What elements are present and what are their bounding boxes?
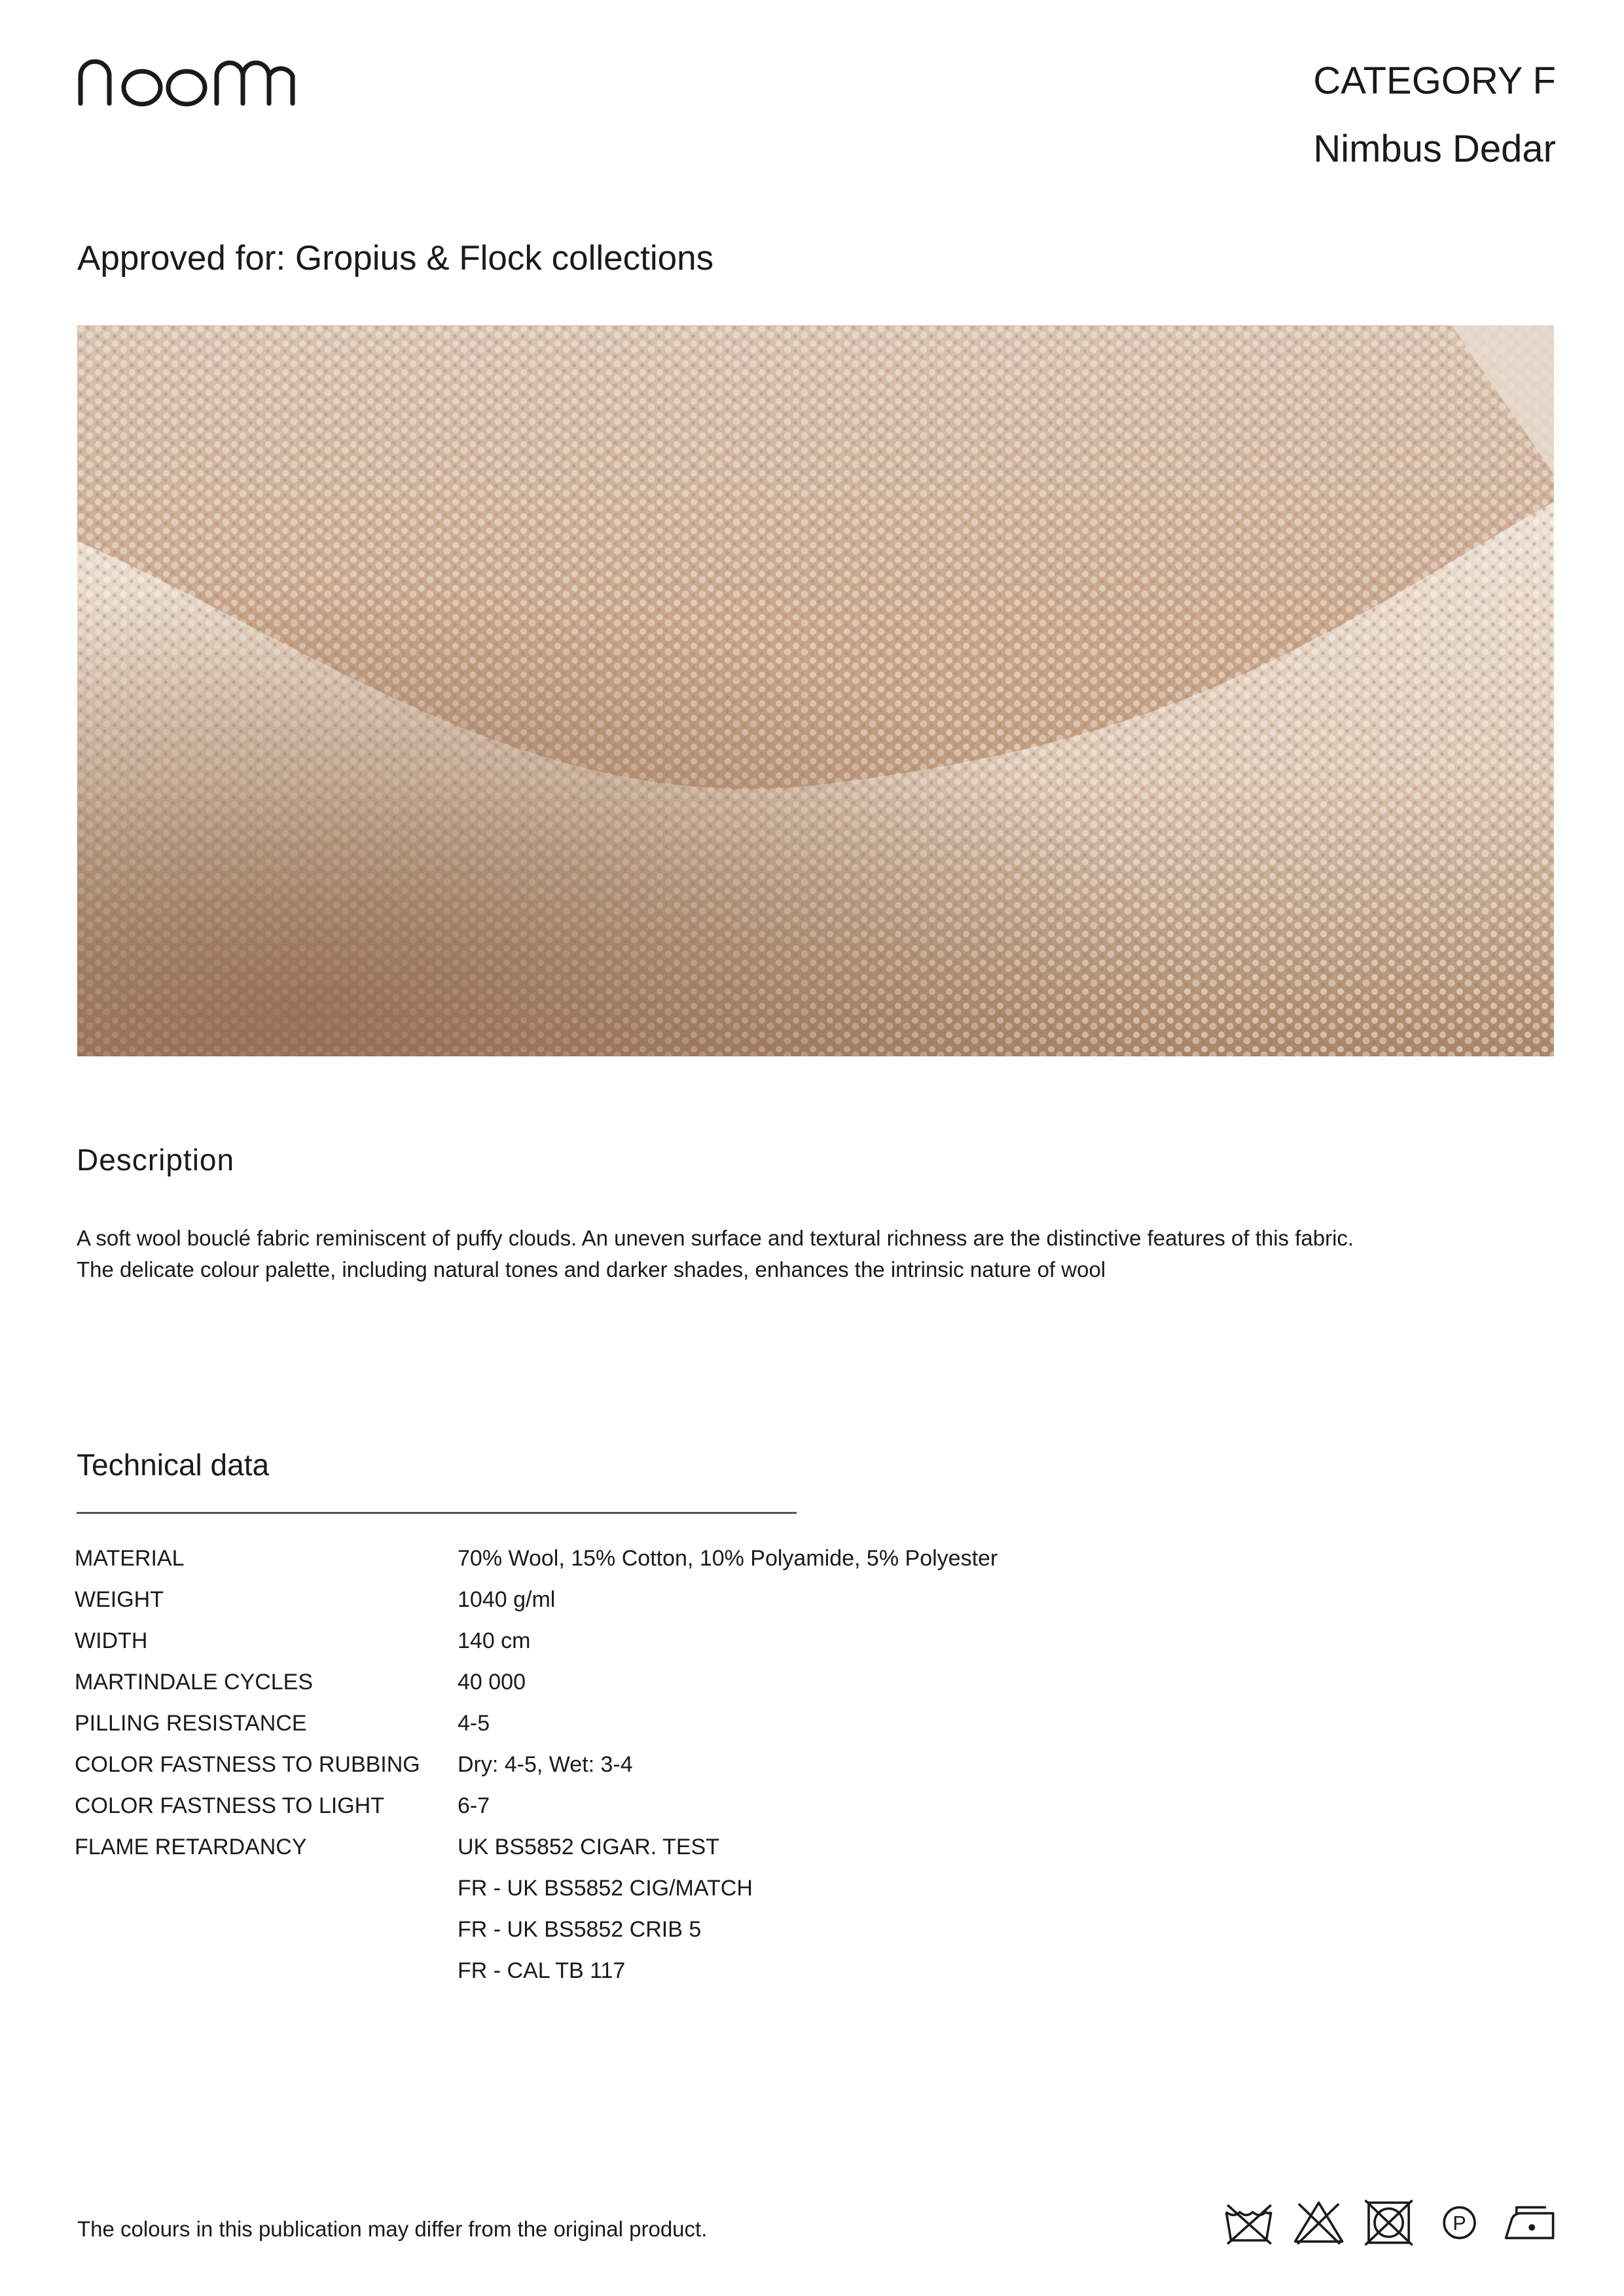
spec-label: COLOR FASTNESS TO LIGHT bbox=[75, 1793, 384, 1818]
spec-row-flame bbox=[75, 1827, 998, 1992]
description-line: The delicate colour palette, including natural tones and darker shades, enhances the intrinsic nature of wool bbox=[77, 1257, 1106, 1282]
spec-value: 1040 g/ml bbox=[458, 1587, 556, 1612]
spec-label: PILLING RESISTANCE bbox=[75, 1711, 307, 1736]
do-not-tumble-dry-icon bbox=[1363, 2197, 1415, 2249]
fabric-name: Nimbus Dedar bbox=[1313, 128, 1556, 170]
care-symbols bbox=[1223, 2197, 1555, 2249]
spec-row-material bbox=[75, 1538, 998, 1579]
spec-row-pilling bbox=[75, 1703, 998, 1744]
do-not-bleach-icon bbox=[1293, 2197, 1344, 2249]
do-not-wash-icon bbox=[1223, 2197, 1274, 2249]
spec-row-width bbox=[75, 1621, 998, 1662]
spec-value: FR - CAL TB 117 bbox=[458, 1958, 626, 1983]
description-text bbox=[77, 1223, 1536, 1285]
description-line: A soft wool bouclé fabric reminiscent of puffy clouds. An uneven surface and textural richness are the distinctive features of this fabric. bbox=[77, 1226, 1354, 1250]
spec-value: UK BS5852 CIGAR. TEST bbox=[458, 1835, 719, 1859]
spec-label: WEIGHT bbox=[75, 1587, 164, 1612]
spec-label: MARTINDALE CYCLES bbox=[75, 1670, 314, 1695]
spec-value: 4-5 bbox=[458, 1711, 490, 1736]
spec-row-martindale bbox=[75, 1662, 998, 1703]
spec-label: WIDTH bbox=[75, 1628, 148, 1653]
spec-label: FLAME RETARDANCY bbox=[75, 1835, 307, 1859]
spec-value: FR - UK BS5852 CRIB 5 bbox=[458, 1917, 702, 1942]
spec-label: COLOR FASTNESS TO RUBBING bbox=[75, 1752, 420, 1777]
dry-clean-letter: P bbox=[1453, 2212, 1466, 2234]
colour-disclaimer: The colours in this publication may differ from the original product. bbox=[77, 2217, 708, 2241]
fabric-texture-photo bbox=[77, 325, 1554, 1056]
approved-for-text: Approved for: Gropius & Flock collections bbox=[77, 239, 714, 278]
section-divider bbox=[77, 1512, 797, 1514]
category-label: CATEGORY F bbox=[1313, 60, 1556, 102]
brand-logo bbox=[77, 58, 296, 107]
description-heading: Description bbox=[77, 1143, 235, 1177]
spec-row-light bbox=[75, 1785, 998, 1827]
technical-data-heading: Technical data bbox=[77, 1448, 270, 1482]
dry-clean-p-icon bbox=[1434, 2197, 1485, 2249]
spec-value: FR - UK BS5852 CIG/MATCH bbox=[458, 1876, 753, 1901]
technical-data-table bbox=[75, 1538, 998, 1992]
spec-value: 140 cm bbox=[458, 1628, 531, 1653]
spec-value: 70% Wool, 15% Cotton, 10% Polyamide, 5% Polyester bbox=[458, 1546, 998, 1571]
spec-value: 40 000 bbox=[458, 1670, 526, 1695]
spec-value: 6-7 bbox=[458, 1793, 490, 1818]
spec-label: MATERIAL bbox=[75, 1546, 185, 1571]
spec-value: Dry: 4-5, Wet: 3-4 bbox=[458, 1752, 633, 1777]
spec-row-rubbing bbox=[75, 1744, 998, 1785]
iron-low-icon bbox=[1504, 2197, 1555, 2249]
spec-row-weight bbox=[75, 1579, 998, 1621]
